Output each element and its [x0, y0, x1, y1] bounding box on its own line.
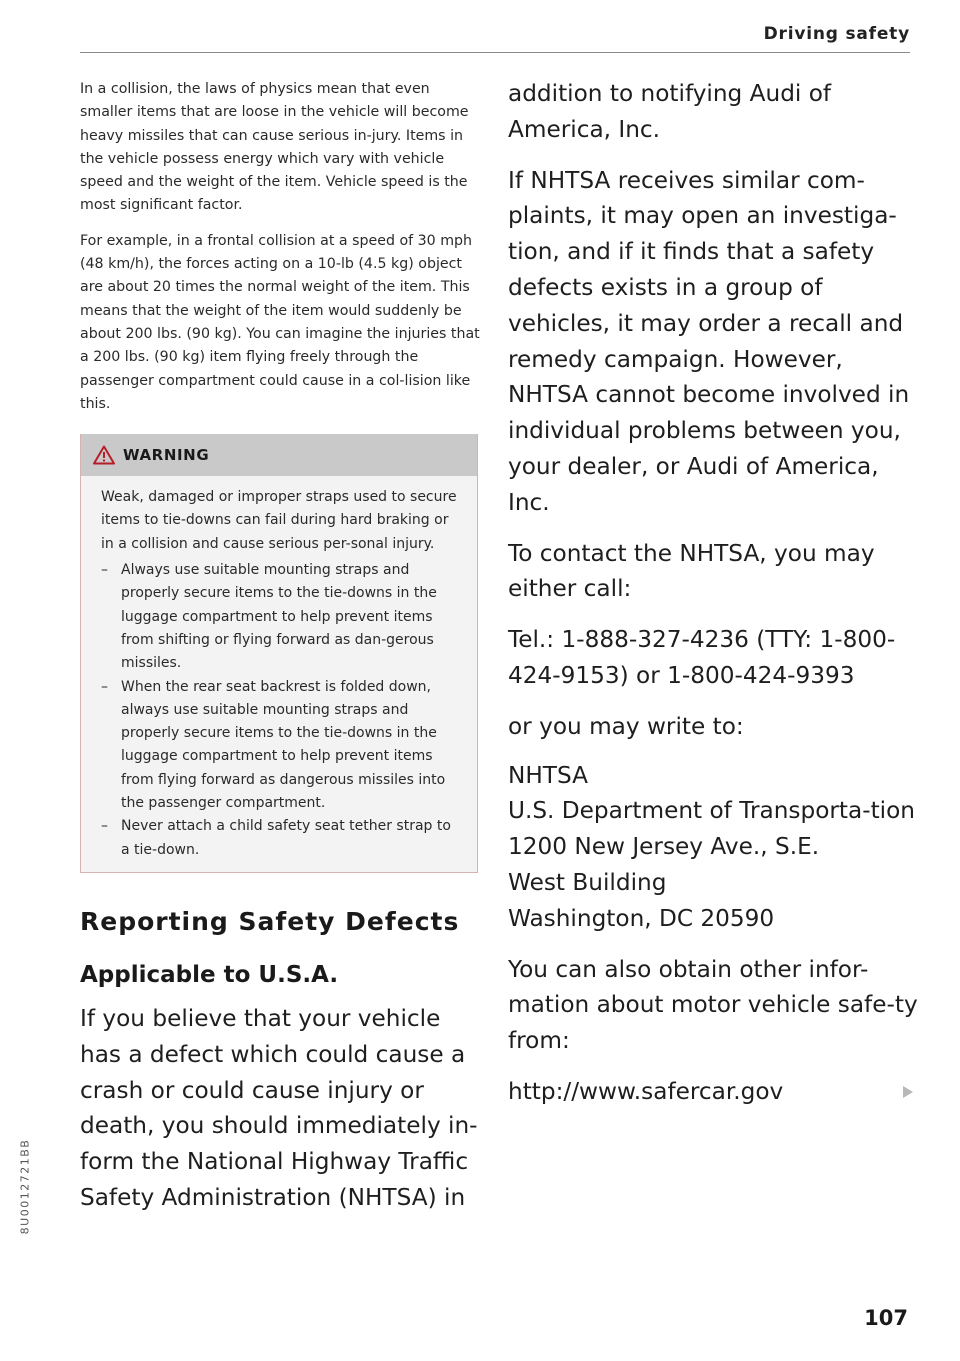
intro-paragraph: In a collision, the laws of physics mean that even smaller items that are loose in the vehicle will become heavy missiles that can cause serious in-jury. Items in the vehicle possess energy which vary with vehicle speed and the weight of the item. Vehicle speed is the most significant factor.	[80, 81, 469, 214]
warning-list	[101, 559, 463, 862]
warning-box	[80, 434, 478, 873]
warning-triangle-icon	[93, 445, 115, 465]
section-title: Reporting Safety Defects	[80, 906, 460, 936]
address-line: West Building	[508, 868, 667, 896]
warning-body	[81, 476, 477, 872]
nhtsa-paragraph: If NHTSA receives similar com-plaints, it may open an investiga-tion, and if it finds that a safety defects exists in a group of vehicles, it may order a recall and remedy campaign. However, NHTSA cannot become involved in individual problems between you, your dealer, or Audi of America, Inc.	[508, 166, 910, 516]
url-row	[508, 1074, 918, 1110]
warning-title: WARNING	[123, 446, 210, 465]
phone-paragraph: Tel.: 1-888-327-4236 (TTY: 1-800-424-9153) or 1-800-424-9393	[508, 626, 896, 689]
section-subtitle: Applicable to U.S.A.	[80, 961, 339, 988]
address-line: U.S. Department of Transporta-tion	[508, 797, 916, 825]
left-column	[80, 78, 480, 1216]
warning-list-item: – When the rear seat backrest is folded down, always use suitable mounting straps and properly secure items to the tie-downs in the luggage compartment to help prevent items from flying forward as dangerous missiles into the passenger compartment.	[101, 676, 463, 816]
safercar-link[interactable]: http://www.safercar.gov	[508, 1077, 784, 1105]
continuation-paragraph: addition to notifying Audi of America, Inc.	[508, 80, 832, 143]
right-column	[508, 76, 918, 1110]
address-block	[508, 758, 918, 937]
write-paragraph: or you may write to:	[508, 712, 744, 740]
info-paragraph: You can also obtain other infor-mation about motor vehicle safe-ty from:	[508, 955, 918, 1055]
header-rule	[80, 52, 910, 53]
warning-list-item: – Never attach a child safety seat tether strap to a tie-down.	[101, 815, 463, 862]
page-number: 107	[864, 1306, 908, 1330]
warning-list-item: – Always use suitable mounting straps and properly secure items to the tie-downs in the luggage compartment to help prevent items from shifting or flying forward as dan-gerous missiles.	[101, 559, 463, 675]
warning-intro: Weak, damaged or improper straps used to secure items to tie-downs can fail during hard braking or in a collision and cause serious per-sonal injury.	[101, 489, 457, 552]
document-code: 8U0012721BB	[18, 1138, 32, 1235]
address-line: NHTSA	[508, 761, 588, 789]
address-line: Washington, DC 20590	[508, 904, 775, 932]
defect-paragraph: If you believe that your vehicle has a defect which could cause a crash or could cause injury or death, you should immediately in-form the National Highway Traffic Safety Administration (NHTSA) in	[80, 1004, 478, 1211]
example-paragraph: For example, in a frontal collision at a speed of 30 mph (48 km/h), the forces acting on a 10-lb (4.5 kg) object are about 20 times the normal weight of the item. This means that the weight of the item would suddenly be about 200 lbs. (90 kg). You can imagine the injuries that a 200 lbs. (90 kg) item flying freely through the passenger compartment could cause in a col-lision like this.	[80, 232, 480, 412]
warning-header	[81, 434, 477, 476]
running-header: Driving safety	[763, 24, 910, 44]
next-page-arrow-icon	[902, 1085, 914, 1099]
contact-paragraph: To contact the NHTSA, you may either call:	[508, 539, 875, 603]
address-line: 1200 New Jersey Ave., S.E.	[508, 833, 820, 861]
